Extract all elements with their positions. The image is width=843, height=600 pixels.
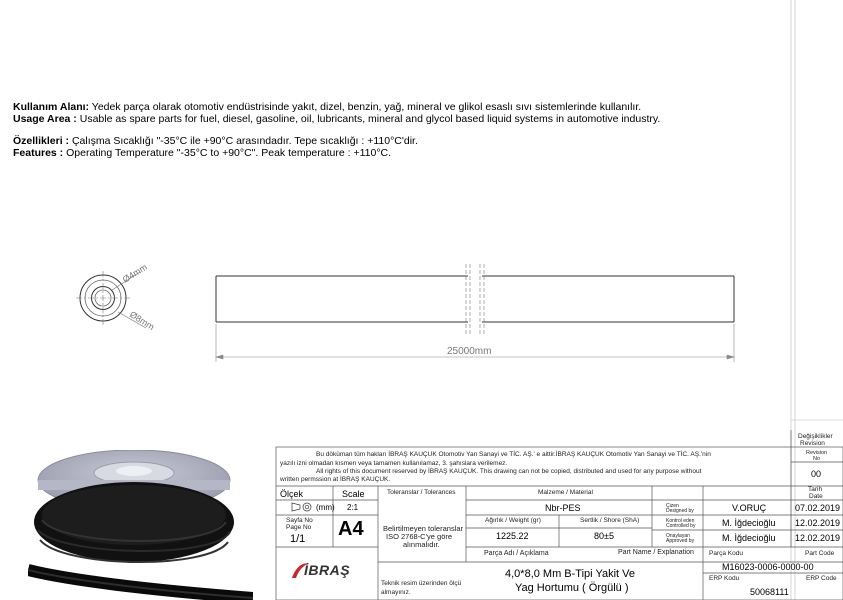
note-1: Teknik resim üzerinden ölçü xyxy=(381,580,462,587)
usage-tr-label: Kullanım Alanı: xyxy=(13,101,90,113)
drawn-tr: Çizen xyxy=(666,503,679,509)
part-name-en: Part Name / Explanation xyxy=(618,549,694,556)
copyright-tr: Bu döküman tüm hakları İBRAŞ KAUÇUK Otomotiv Yan Sanayi ve TİC. AŞ.' e aittir.İBRAŞ KAUÇUK Otomotiv Yan Sanayi ve TİC. AŞ.'nin xyxy=(316,451,711,458)
date-en: Date xyxy=(809,493,823,500)
features-en-text: Operating Temperature "-35°C to +90°C". Peak temperature : +110°C. xyxy=(66,147,392,159)
paper-size: A4 xyxy=(338,518,364,540)
tolerances-text-2: ISO 2768-C'ye göre xyxy=(386,532,453,541)
weight-value: 1225.22 xyxy=(496,531,529,541)
tolerances-text-3: alınmalıdır. xyxy=(403,540,440,549)
usage-tr-text: Yedek parça olarak otomotiv endüstrisinde yakıt, dizel, benzin, yağ, mineral ve glikol esaslı sıvı sistemlerinde kullanılır. xyxy=(91,101,642,113)
revision-no-tr: Revision xyxy=(806,450,828,456)
revision-value: 00 xyxy=(811,469,822,479)
approved-en: Approved by xyxy=(666,538,695,544)
part-name-value-1: 4,0*8,0 Mm B-Tipi Yakit Ve xyxy=(505,568,636,580)
hardness-value: 80±5 xyxy=(594,531,614,541)
usage-en-text: Usable as spare parts for fuel, diesel, gasoline, oil, lubricants, mineral and glycol based liquid systems in automotive industry. xyxy=(79,113,661,125)
weight-label: Ağırlık / Weight (gr) xyxy=(485,517,541,524)
erp-code-tr: ERP Kodu xyxy=(709,575,740,582)
hardness-label: Sertlik / Shore (ShA) xyxy=(580,517,640,524)
revision-en: Revision xyxy=(800,440,825,447)
features-tr-label: Özellikleri : xyxy=(13,135,70,147)
copyright-en-2: written permssion at İBRAŞ KAUÇUK. xyxy=(280,476,391,483)
part-code-en: Part Code xyxy=(805,550,835,557)
revision-tr: Değişiklikler xyxy=(798,433,833,440)
features-en-label: Features : xyxy=(13,147,64,159)
usage-en-label: Usage Area : xyxy=(13,113,77,125)
olcek-label: Ölçek xyxy=(280,489,304,499)
part-code-value: M16023-0006-0000-00 xyxy=(722,562,814,572)
copyright-en: All rights of this document reserved by İBRAŞ KAUÇUK. This drawing can not be copied, distributed and used for any purpose without xyxy=(316,468,702,475)
revision-no-en: No xyxy=(813,456,821,462)
part-name-tr: Parça Adı / Açıklama xyxy=(484,550,549,557)
checked-tr: Kontrol eden xyxy=(666,518,695,524)
material-label: Malzeme / Material xyxy=(538,489,593,496)
outer-diameter-label: Ø8mm xyxy=(127,309,157,333)
page-value: 1/1 xyxy=(290,533,306,545)
approved-value: M. İğdecioğlu xyxy=(722,533,776,543)
page-no-en: Page No xyxy=(286,524,312,531)
drawn-value: V.ORUÇ xyxy=(732,503,767,513)
part-code-tr: Parça Kodu xyxy=(709,550,743,557)
approved-tr: Onaylayan xyxy=(666,533,690,539)
page-no-tr: Sayfa No xyxy=(286,517,313,524)
inner-diameter-label: Ø4mm xyxy=(120,261,149,285)
approved-date: 12.02.2019 xyxy=(795,533,841,543)
note-2: almayınız. xyxy=(381,589,411,596)
logo-text: İBRAŞ xyxy=(304,562,351,578)
unit-label: (mm) xyxy=(316,503,335,512)
date-tr: Tarih xyxy=(808,486,823,493)
scale-label: Scale xyxy=(342,489,365,499)
erp-code-value: 50068111 xyxy=(750,587,789,597)
erp-code-en: ERP Code xyxy=(806,575,837,582)
tolerances-text-1: Belirtilmeyen toleranslar xyxy=(383,524,464,533)
drawn-date: 07.02.2019 xyxy=(795,503,841,513)
length-label: 25000mm xyxy=(447,346,492,357)
checked-en: Controlled by xyxy=(666,523,696,529)
checked-value: M. İğdecioğlu xyxy=(722,518,776,528)
drawn-en: Designed by xyxy=(666,508,694,514)
projection-symbol xyxy=(292,503,311,511)
features-tr-text: Çalışma Sıcaklığı "-35°C ile +90°C arasındadır. Tepe sıcaklığı : +110°C'dir. xyxy=(71,135,418,147)
scale-value: 2:1 xyxy=(347,503,359,512)
tolerances-label: Toleranslar / Tolerances xyxy=(387,489,456,496)
part-name-value-2: Yag Hortumu ( Örgülü ) xyxy=(515,582,629,594)
company-logo xyxy=(290,560,360,587)
checked-date: 12.02.2019 xyxy=(795,518,841,528)
copyright-tr-2: yazılı izni olmadan kısmen veya tamamen kullanılamaz, 3. şahıslara verilemez. xyxy=(280,460,508,467)
material-value: Nbr-PES xyxy=(545,503,581,513)
